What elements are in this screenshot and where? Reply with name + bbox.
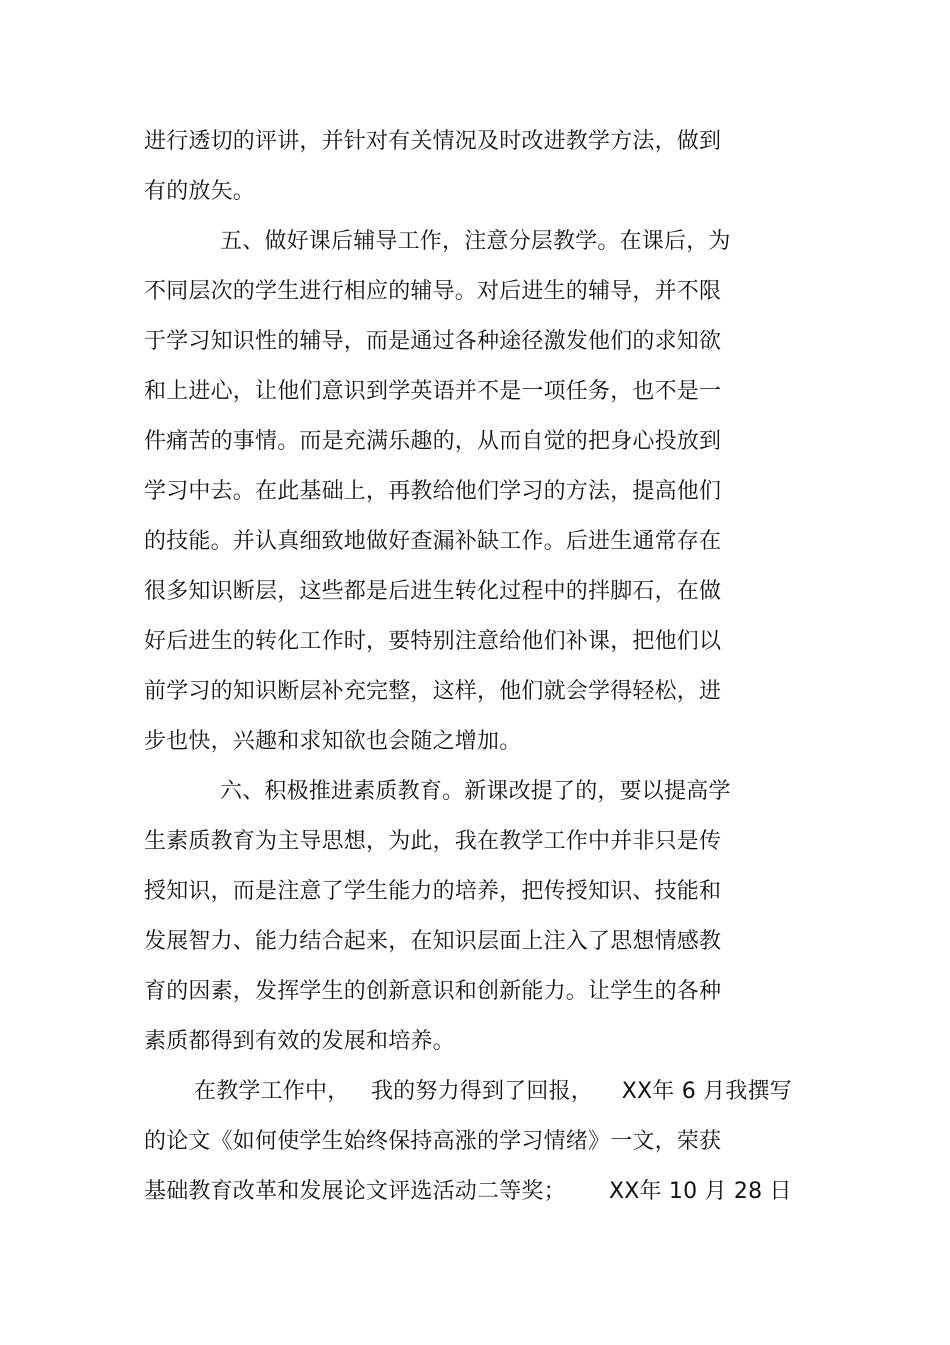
text-line: 发展智力、能力结合起来，在知识层面上注入了思想情感教	[144, 929, 722, 954]
text-line: 进行透切的评讲，并针对有关情况及时改进教学方法，做到	[144, 129, 722, 154]
text-line: 的技能。并认真细致地做好查漏补缺工作。后进生通常存在	[144, 529, 722, 554]
text-line: 和上进心，让他们意识到学英语并不是一项任务，也不是一	[144, 379, 722, 404]
text-line: 不同层次的学生进行相应的辅导。对后进生的辅导，并不限	[144, 279, 722, 304]
section-heading-6: 六、积极推进素质教育。新课改提了的，要以提高学	[220, 779, 731, 804]
text-line: 育的因素，发挥学生的创新意识和创新能力。让学生的各种	[144, 979, 722, 1004]
text-line: 有的放矢。	[144, 179, 256, 204]
text-line: 学习中去。在此基础上，再教给他们学习的方法，提高他们	[144, 479, 722, 504]
text-line: 授知识，而是注意了学生能力的培养，把传授知识、技能和	[144, 879, 722, 904]
text-line: 步也快，兴趣和求知欲也会随之增加。	[144, 729, 522, 754]
text-line: 基础教育改革和发展论文评选活动二等奖； XX年 10 月 28 日	[144, 1179, 792, 1204]
text-line: 素质都得到有效的发展和培养。	[144, 1029, 455, 1054]
text-line: 前学习的知识断层补充完整，这样，他们就会学得轻松，进	[144, 679, 722, 704]
text-line: 很多知识断层，这些都是后进生转化过程中的拌脚石，在做	[144, 579, 722, 604]
text-line: 件痛苦的事情。而是充满乐趣的，从而自觉的把身心投放到	[144, 429, 722, 454]
section-heading-5: 五、做好课后辅导工作，注意分层教学。在课后，为	[220, 229, 731, 254]
text-line: 生素质教育为主导思想，为此，我在教学工作中并非只是传	[144, 829, 722, 854]
paragraph-start: 在教学工作中， 我的努力得到了回报， XX年 6 月我撰写	[194, 1079, 792, 1104]
text-line: 于学习知识性的辅导，而是通过各种途径激发他们的求知欲	[144, 329, 722, 354]
text-line: 好后进生的转化工作时，要特别注意给他们补课，把他们以	[144, 629, 722, 654]
text-line: 的论文《如何使学生始终保持高涨的学习情绪》一文，荣获	[144, 1129, 722, 1154]
